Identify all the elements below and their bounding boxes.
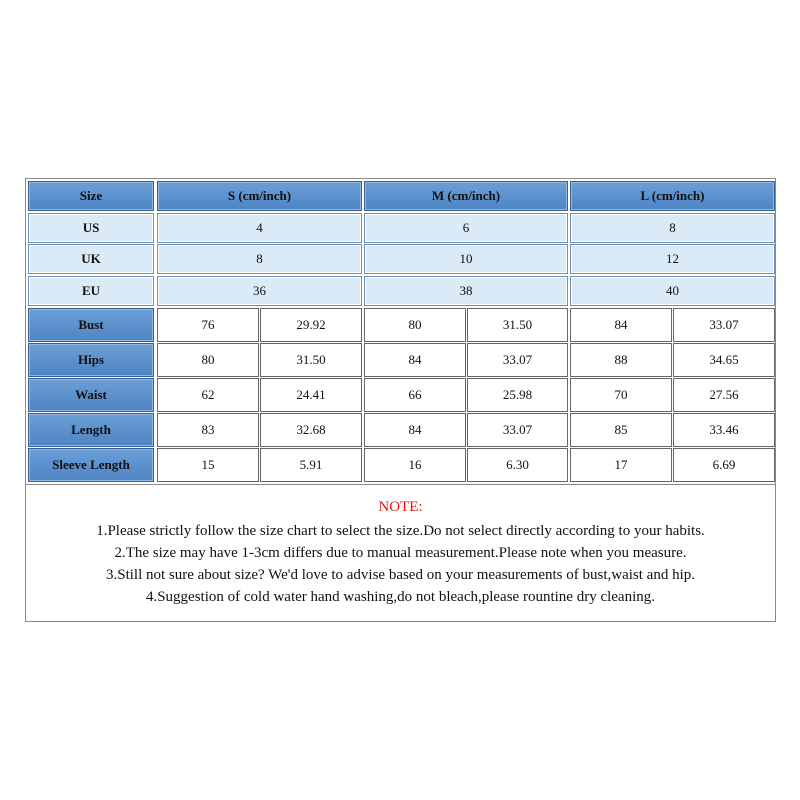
hips-l-in: 34.65 bbox=[673, 343, 775, 377]
bust-l-cm: 84 bbox=[570, 308, 672, 342]
header-col-m: M (cm/inch) bbox=[364, 181, 568, 211]
sleeve-m-in: 6.30 bbox=[467, 448, 568, 482]
note-line-1: 1.Please strictly follow the size chart to select the size.Do not select directly according to your habits. bbox=[96, 523, 705, 539]
length-l-cm: 85 bbox=[570, 413, 672, 447]
waist-l-in: 27.56 bbox=[673, 378, 775, 412]
uk-l: 12 bbox=[570, 244, 775, 274]
header-col-s: S (cm/inch) bbox=[157, 181, 362, 211]
header-size-label: Size bbox=[28, 181, 154, 211]
row-label-hips: Hips bbox=[28, 343, 154, 377]
bust-l-in: 33.07 bbox=[673, 308, 775, 342]
note-line-4: 4.Suggestion of cold water hand washing,do not bleach,please rountine dry cleaning. bbox=[145, 589, 656, 605]
bust-s-in: 29.92 bbox=[260, 308, 362, 342]
length-m-in: 33.07 bbox=[467, 413, 568, 447]
bust-s-cm: 76 bbox=[157, 308, 259, 342]
note-line-2: 2.The size may have 1-3cm differs due to manual measurement.Please note when you measure. bbox=[114, 545, 687, 561]
row-label-waist: Waist bbox=[28, 378, 154, 412]
sleeve-s-in: 5.91 bbox=[260, 448, 362, 482]
hips-s-in: 31.50 bbox=[260, 343, 362, 377]
sleeve-l-cm: 17 bbox=[570, 448, 672, 482]
row-label-sleeve-length: Sleeve Length bbox=[28, 448, 154, 482]
note-line-3: 3.Still not sure about size? We'd love to advise based on your measurements of bust,waist and hip. bbox=[105, 567, 696, 583]
waist-m-in: 25.98 bbox=[467, 378, 568, 412]
uk-m: 10 bbox=[364, 244, 568, 274]
length-m-cm: 84 bbox=[364, 413, 466, 447]
sleeve-m-cm: 16 bbox=[364, 448, 466, 482]
us-m: 6 bbox=[364, 213, 568, 243]
header-col-l: L (cm/inch) bbox=[570, 181, 775, 211]
hips-s-cm: 80 bbox=[157, 343, 259, 377]
row-label-us: US bbox=[28, 213, 154, 243]
waist-l-cm: 70 bbox=[570, 378, 672, 412]
waist-s-in: 24.41 bbox=[260, 378, 362, 412]
note-title: NOTE: bbox=[378, 499, 423, 515]
waist-s-cm: 62 bbox=[157, 378, 259, 412]
us-s: 4 bbox=[157, 213, 362, 243]
sleeve-s-cm: 15 bbox=[157, 448, 259, 482]
row-label-length: Length bbox=[28, 413, 154, 447]
bust-m-in: 31.50 bbox=[467, 308, 568, 342]
eu-m: 38 bbox=[364, 276, 568, 306]
bust-m-cm: 80 bbox=[364, 308, 466, 342]
length-s-in: 32.68 bbox=[260, 413, 362, 447]
sleeve-l-in: 6.69 bbox=[673, 448, 775, 482]
row-label-uk: UK bbox=[28, 244, 154, 274]
hips-m-cm: 84 bbox=[364, 343, 466, 377]
eu-s: 36 bbox=[157, 276, 362, 306]
length-l-in: 33.46 bbox=[673, 413, 775, 447]
uk-s: 8 bbox=[157, 244, 362, 274]
waist-m-cm: 66 bbox=[364, 378, 466, 412]
us-l: 8 bbox=[570, 213, 775, 243]
hips-m-in: 33.07 bbox=[467, 343, 568, 377]
row-label-bust: Bust bbox=[28, 308, 154, 342]
notes-section bbox=[26, 484, 775, 621]
eu-l: 40 bbox=[570, 276, 775, 306]
hips-l-cm: 88 bbox=[570, 343, 672, 377]
row-label-eu: EU bbox=[28, 276, 154, 306]
length-s-cm: 83 bbox=[157, 413, 259, 447]
